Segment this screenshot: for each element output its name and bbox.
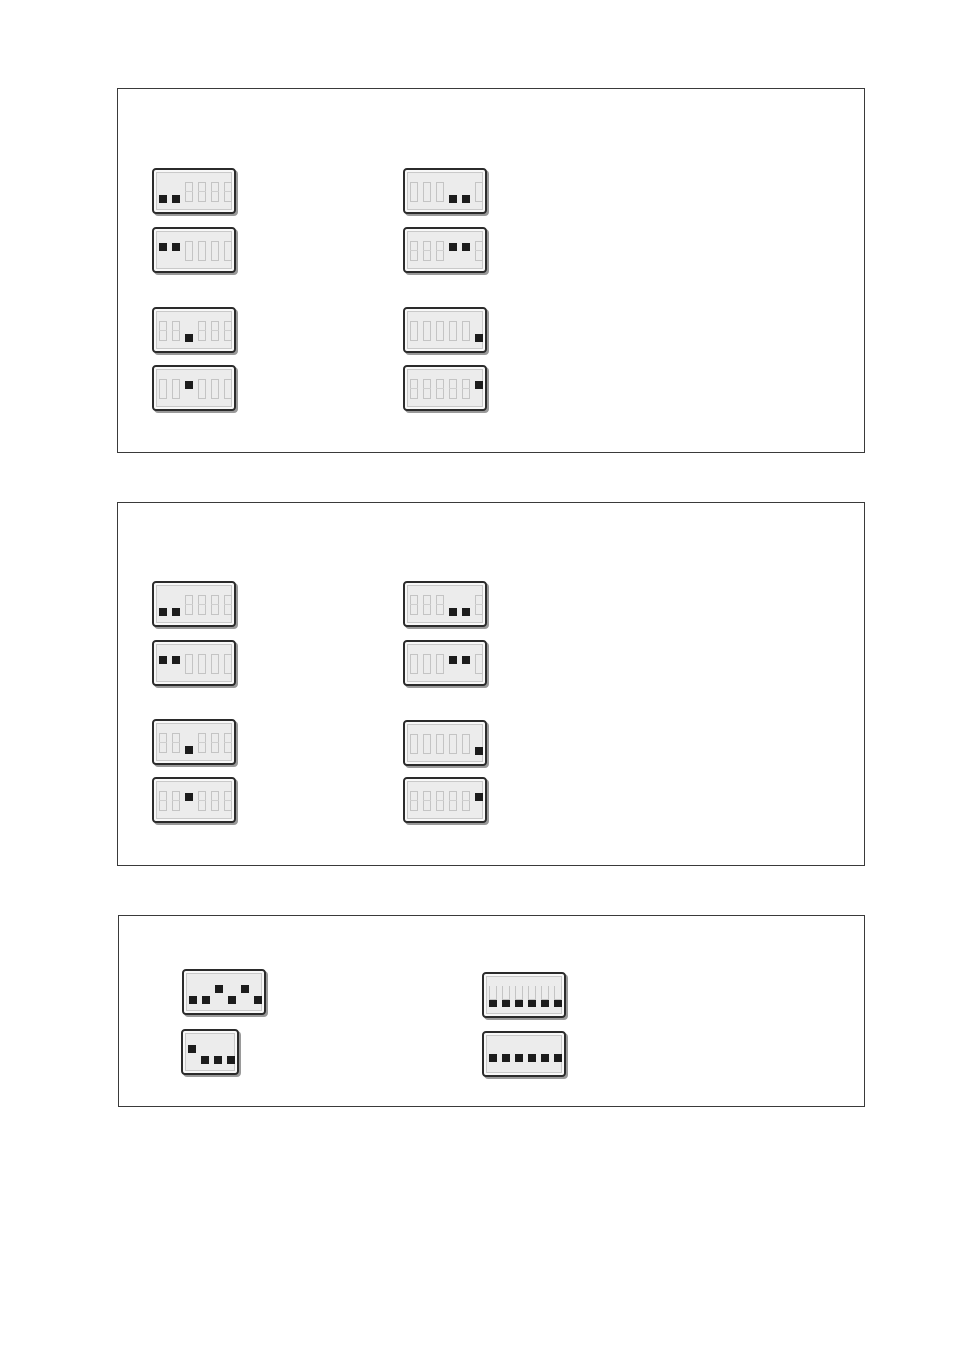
display-cell: [214, 981, 224, 1005]
indicator-block: [515, 1054, 523, 1062]
display-cell: [171, 180, 181, 204]
display-cell: [553, 984, 563, 1008]
indicator-panel-2: [117, 502, 865, 866]
display-cell: [501, 984, 511, 1008]
indicator-block: [159, 608, 167, 616]
display-cell: [474, 180, 484, 204]
display-cell: [501, 1043, 511, 1067]
segment-outline: [449, 379, 457, 399]
display-cell: [488, 1043, 498, 1067]
display-cell: [184, 593, 194, 617]
indicator-block: [462, 195, 470, 203]
segment-outline: [198, 654, 206, 674]
segment-outline: [159, 321, 167, 341]
indicator-block: [172, 608, 180, 616]
indicator-block: [185, 746, 193, 754]
display-cell: [553, 1043, 563, 1067]
indicator-panel-3: [118, 915, 865, 1107]
segment-outline: [185, 241, 193, 261]
segment-outline: [436, 595, 444, 615]
indicator-block: [227, 1056, 235, 1064]
segment-outline: [528, 986, 536, 1000]
segment-display: [403, 640, 487, 686]
display-cell: [210, 652, 220, 676]
display-cell: [422, 789, 432, 813]
segment-display: [152, 227, 236, 273]
display-cell: [171, 239, 181, 263]
segment-display: [152, 365, 236, 411]
segment-outline: [211, 379, 219, 399]
segment-outline: [489, 986, 497, 1000]
segment-outline: [198, 321, 206, 341]
indicator-block: [528, 1054, 536, 1062]
display-cell: [514, 1043, 524, 1067]
indicator-block: [449, 195, 457, 203]
display-cell: [197, 239, 207, 263]
segment-display: [403, 720, 487, 766]
display-cell: [210, 319, 220, 343]
indicator-block: [185, 381, 193, 389]
display-cell: [474, 652, 484, 676]
indicator-block: [202, 996, 210, 1004]
display-cell: [158, 789, 168, 813]
segment-outline: [211, 791, 219, 811]
display-cell: [409, 789, 419, 813]
segment-outline: [449, 321, 457, 341]
display-cell: [184, 180, 194, 204]
indicator-block: [475, 747, 483, 755]
indicator-block: [228, 996, 236, 1004]
indicator-block: [188, 1045, 196, 1053]
segment-outline: [410, 182, 418, 202]
display-cell: [223, 377, 233, 401]
segment-outline: [172, 791, 180, 811]
display-cell: [226, 1041, 236, 1065]
segment-outline: [423, 321, 431, 341]
display-cell: [210, 239, 220, 263]
display-cell: [540, 984, 550, 1008]
indicator-block: [185, 334, 193, 342]
indicator-block: [515, 999, 523, 1007]
segment-outline: [410, 595, 418, 615]
segment-display: [152, 307, 236, 353]
display-cell: [448, 789, 458, 813]
segment-outline: [410, 654, 418, 674]
indicator-block: [172, 195, 180, 203]
display-cell: [210, 180, 220, 204]
segment-outline: [410, 791, 418, 811]
indicator-block: [554, 999, 562, 1007]
segment-outline: [224, 595, 232, 615]
segment-display: [403, 581, 487, 627]
segment-outline: [224, 241, 232, 261]
display-cell: [461, 239, 471, 263]
segment-outline: [410, 321, 418, 341]
display-cell: [540, 1043, 550, 1067]
indicator-block: [475, 793, 483, 801]
display-cell: [184, 377, 194, 401]
display-cell: [171, 731, 181, 755]
segment-outline: [198, 182, 206, 202]
display-cell: [253, 981, 263, 1005]
display-cell: [435, 180, 445, 204]
segment-outline: [554, 986, 562, 1000]
indicator-block: [449, 608, 457, 616]
display-cell: [213, 1041, 223, 1065]
display-cell: [448, 732, 458, 756]
display-cell: [223, 593, 233, 617]
display-cell: [240, 981, 250, 1005]
display-cell: [461, 732, 471, 756]
display-cell: [187, 1041, 197, 1065]
segment-outline: [423, 241, 431, 261]
display-cell: [422, 239, 432, 263]
display-cell: [210, 789, 220, 813]
display-cell: [435, 789, 445, 813]
indicator-block: [449, 243, 457, 251]
indicator-panel-1: [117, 88, 865, 453]
segment-outline: [436, 241, 444, 261]
display-cell: [422, 593, 432, 617]
segment-outline: [211, 733, 219, 753]
indicator-block: [489, 1054, 497, 1062]
segment-outline: [211, 182, 219, 202]
display-cell: [223, 731, 233, 755]
display-cell: [435, 593, 445, 617]
display-cell: [461, 180, 471, 204]
display-cell: [514, 984, 524, 1008]
indicator-block: [502, 999, 510, 1007]
segment-outline: [198, 241, 206, 261]
display-cell: [422, 652, 432, 676]
segment-outline: [211, 595, 219, 615]
indicator-block: [462, 608, 470, 616]
segment-outline: [198, 791, 206, 811]
display-cell: [223, 319, 233, 343]
segment-display: [482, 1031, 566, 1077]
display-cell: [210, 593, 220, 617]
display-cell: [197, 731, 207, 755]
display-cell: [171, 319, 181, 343]
display-cell: [184, 319, 194, 343]
display-cell: [474, 732, 484, 756]
indicator-block: [215, 985, 223, 993]
display-cell: [223, 180, 233, 204]
display-cell: [158, 377, 168, 401]
display-cell: [488, 984, 498, 1008]
segment-display: [152, 581, 236, 627]
display-cell: [184, 652, 194, 676]
indicator-block: [214, 1056, 222, 1064]
indicator-block: [189, 996, 197, 1004]
display-cell: [171, 593, 181, 617]
display-cell: [435, 652, 445, 676]
display-cell: [474, 789, 484, 813]
indicator-block: [172, 656, 180, 664]
segment-outline: [449, 734, 457, 754]
display-cell: [200, 1041, 210, 1065]
segment-outline: [224, 733, 232, 753]
segment-display: [152, 777, 236, 823]
display-cell: [158, 593, 168, 617]
display-cell: [474, 377, 484, 401]
display-cell: [201, 981, 211, 1005]
segment-outline: [410, 734, 418, 754]
display-cell: [171, 652, 181, 676]
segment-outline: [224, 379, 232, 399]
indicator-block: [159, 656, 167, 664]
display-cell: [223, 239, 233, 263]
segment-outline: [436, 734, 444, 754]
segment-outline: [159, 791, 167, 811]
segment-outline: [475, 241, 483, 261]
indicator-block: [159, 195, 167, 203]
indicator-block: [541, 999, 549, 1007]
segment-outline: [423, 595, 431, 615]
segment-outline: [462, 791, 470, 811]
display-cell: [210, 377, 220, 401]
segment-outline: [515, 986, 523, 1000]
segment-outline: [211, 241, 219, 261]
display-cell: [448, 652, 458, 676]
display-cell: [223, 652, 233, 676]
segment-outline: [224, 791, 232, 811]
display-cell: [197, 377, 207, 401]
segment-outline: [462, 321, 470, 341]
display-cell: [409, 239, 419, 263]
display-cell: [409, 732, 419, 756]
display-cell: [184, 731, 194, 755]
segment-display: [403, 307, 487, 353]
display-cell: [409, 180, 419, 204]
display-cell: [184, 239, 194, 263]
display-cell: [197, 789, 207, 813]
segment-display: [181, 1029, 239, 1075]
display-cell: [435, 377, 445, 401]
segment-outline: [436, 791, 444, 811]
display-cell: [227, 981, 237, 1005]
segment-outline: [475, 182, 483, 202]
display-cell: [461, 377, 471, 401]
segment-outline: [224, 321, 232, 341]
display-cell: [461, 593, 471, 617]
display-cell: [422, 732, 432, 756]
segment-outline: [423, 734, 431, 754]
indicator-block: [159, 243, 167, 251]
display-cell: [223, 789, 233, 813]
segment-outline: [410, 241, 418, 261]
display-cell: [461, 319, 471, 343]
segment-outline: [436, 321, 444, 341]
indicator-block: [541, 1054, 549, 1062]
indicator-block: [489, 999, 497, 1007]
segment-outline: [159, 379, 167, 399]
segment-outline: [423, 182, 431, 202]
display-cell: [422, 319, 432, 343]
display-cell: [197, 652, 207, 676]
display-cell: [158, 731, 168, 755]
display-cell: [409, 593, 419, 617]
display-cell: [210, 731, 220, 755]
display-cell: [158, 319, 168, 343]
segment-display: [182, 969, 266, 1015]
segment-outline: [423, 654, 431, 674]
segment-outline: [475, 654, 483, 674]
segment-outline: [198, 379, 206, 399]
segment-outline: [423, 379, 431, 399]
indicator-block: [475, 334, 483, 342]
indicator-block: [254, 996, 262, 1004]
display-cell: [188, 981, 198, 1005]
indicator-block: [475, 381, 483, 389]
display-cell: [461, 789, 471, 813]
indicator-block: [462, 243, 470, 251]
segment-outline: [185, 182, 193, 202]
segment-display: [403, 227, 487, 273]
segment-outline: [541, 986, 549, 1000]
segment-outline: [198, 595, 206, 615]
segment-outline: [211, 654, 219, 674]
segment-outline: [172, 733, 180, 753]
display-cell: [171, 377, 181, 401]
indicator-block: [502, 1054, 510, 1062]
display-cell: [474, 319, 484, 343]
segment-outline: [211, 321, 219, 341]
segment-outline: [462, 379, 470, 399]
segment-outline: [172, 379, 180, 399]
segment-outline: [423, 791, 431, 811]
segment-outline: [185, 654, 193, 674]
segment-display: [152, 640, 236, 686]
display-cell: [197, 593, 207, 617]
display-cell: [422, 180, 432, 204]
segment-outline: [159, 733, 167, 753]
segment-outline: [475, 595, 483, 615]
segment-display: [152, 719, 236, 765]
indicator-block: [554, 1054, 562, 1062]
segment-outline: [172, 321, 180, 341]
indicator-block: [241, 985, 249, 993]
segment-outline: [185, 595, 193, 615]
display-cell: [158, 652, 168, 676]
segment-outline: [224, 654, 232, 674]
display-cell: [197, 319, 207, 343]
segment-outline: [502, 986, 510, 1000]
display-cell: [474, 239, 484, 263]
display-cell: [448, 180, 458, 204]
indicator-block: [201, 1056, 209, 1064]
display-cell: [435, 239, 445, 263]
display-cell: [197, 180, 207, 204]
display-cell: [474, 593, 484, 617]
segment-outline: [462, 734, 470, 754]
display-cell: [448, 239, 458, 263]
segment-outline: [449, 791, 457, 811]
display-cell: [435, 732, 445, 756]
segment-outline: [436, 379, 444, 399]
display-cell: [435, 319, 445, 343]
segment-display: [403, 777, 487, 823]
segment-outline: [224, 182, 232, 202]
display-cell: [527, 984, 537, 1008]
indicator-block: [172, 243, 180, 251]
display-cell: [171, 789, 181, 813]
display-cell: [409, 652, 419, 676]
segment-outline: [436, 182, 444, 202]
display-cell: [184, 789, 194, 813]
display-cell: [527, 1043, 537, 1067]
display-cell: [461, 652, 471, 676]
segment-display: [403, 168, 487, 214]
indicator-block: [528, 999, 536, 1007]
display-cell: [422, 377, 432, 401]
display-cell: [409, 319, 419, 343]
display-cell: [409, 377, 419, 401]
indicator-block: [185, 793, 193, 801]
indicator-block: [449, 656, 457, 664]
segment-outline: [410, 379, 418, 399]
display-cell: [448, 377, 458, 401]
segment-display: [152, 168, 236, 214]
display-cell: [448, 319, 458, 343]
display-cell: [158, 239, 168, 263]
segment-display: [403, 365, 487, 411]
segment-outline: [198, 733, 206, 753]
display-cell: [158, 180, 168, 204]
segment-display: [482, 972, 566, 1018]
indicator-block: [462, 656, 470, 664]
segment-outline: [436, 654, 444, 674]
display-cell: [448, 593, 458, 617]
